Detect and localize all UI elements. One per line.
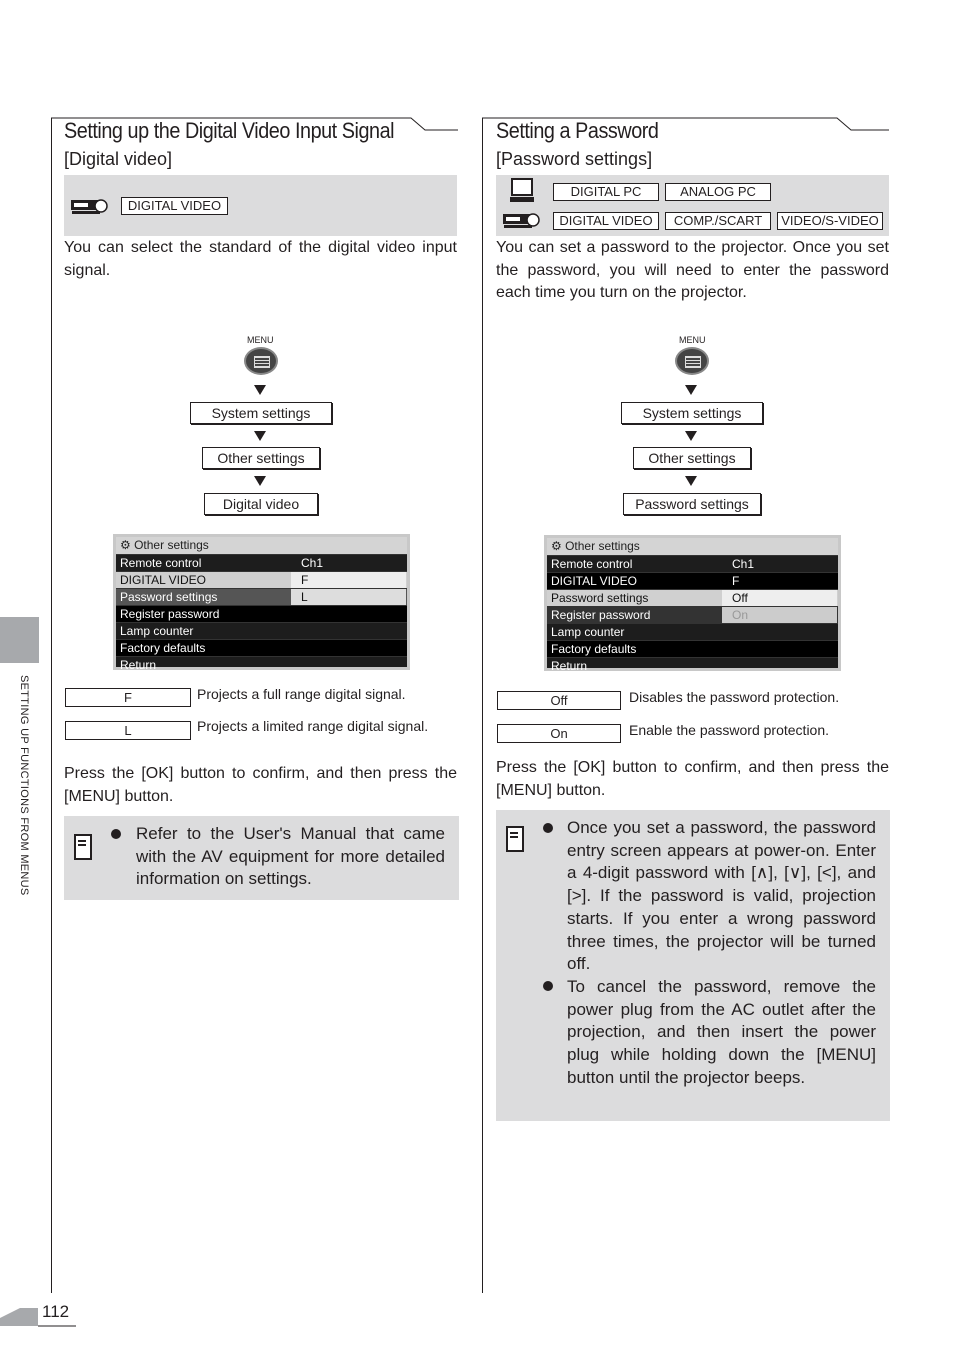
left-option-desc-l: Projects a limited range digital signal. [197,718,429,734]
page-number: 112 [42,1302,70,1321]
left-note-box [64,816,459,900]
right-flow-arrow-3 [685,476,697,486]
left-confirm-text: Press the [OK] button to confirm, and then press the [MENU] button. [64,765,457,805]
left-flow-other-settings: Other settings [202,447,320,469]
osd-row: Register password On [547,606,838,623]
left-intro: You can select the standard of the digital video input signal. [64,239,457,279]
video-device-icon [502,210,540,230]
video-device-icon [70,196,108,216]
tag-comp-scart: COMP./SCART [665,212,771,230]
left-option-key-l: L [65,721,191,740]
right-menu-button-icon [675,347,709,375]
left-menu-label: MENU [247,335,274,345]
osd-row: Lamp counter [547,623,838,640]
left-section-subtitle: [Digital video] [64,149,173,169]
bullet [111,829,121,839]
left-note-item: Refer to the User's Manual that came with the AV equipment for more detailed information on settings. [136,824,445,889]
right-osd-screenshot [544,535,841,671]
osd-row: Factory defaults [547,640,838,657]
right-option-key-on: On [497,724,621,743]
right-confirm-text: Press the [OK] button to confirm, and then press the [MENU] button. [496,759,889,799]
left-flow-digital-video: Digital video [204,493,318,515]
right-column-rule [482,118,483,1293]
right-section-title: Setting a Password [496,118,659,143]
right-note-item-2: To cancel the password, remove the power plug from the AC outlet after the projection, and then insert the power plug while holding down the [MENU] button until the projector beeps. [567,977,876,1087]
note-icon [506,826,524,852]
right-flow-system-settings: System settings [621,402,763,424]
osd-header: ⚙ Other settings [547,538,838,555]
left-flow-arrow-3 [254,476,266,486]
chapter-side-tab [0,617,39,663]
right-flow-other-settings: Other settings [633,447,751,469]
right-note-item-1: Once you set a password, the password entry screen appears at power-on. Enter a 4-digit password with [∧], [∨], [<], and [>]. If the password is valid, projection starts. If you enter a wrong password three times, the projector will be turned off. [567,818,876,974]
left-menu-button-icon [244,347,278,375]
left-flow-system-settings: System settings [190,402,332,424]
right-flow-arrow-2 [685,431,697,441]
osd-row: DIGITAL VIDEO F [116,571,407,588]
tag-digital-pc: DIGITAL PC [553,183,659,201]
tag-digital-video: DIGITAL VIDEO [121,197,228,215]
left-osd-screenshot [113,534,410,670]
osd-row: Return [116,656,407,673]
osd-row: Password settings L [116,588,407,605]
tag-analog-pc: ANALOG PC [665,183,771,201]
right-option-key-off: Off [497,691,621,710]
right-menu-label: MENU [679,335,706,345]
left-flow-arrow-2 [254,431,266,441]
osd-row: Factory defaults [116,639,407,656]
chapter-side-label: SETTING UP FUNCTIONS FROM MENUS [18,675,30,896]
osd-row: Register password [116,605,407,622]
osd-row: Return [547,657,838,674]
bullet [543,981,553,991]
right-flow-password-settings: Password settings [623,493,761,515]
left-option-key-f: F [65,688,191,707]
left-option-desc-f: Projects a full range digital signal. [197,686,406,702]
osd-row: Lamp counter [116,622,407,639]
note-icon [74,834,92,860]
right-option-desc-on: Enable the password protection. [629,722,830,738]
osd-row: Password settings Off [547,589,838,606]
right-note-box [496,810,890,1121]
tag-video-s-video: VIDEO/S-VIDEO [777,212,883,230]
osd-header: ⚙ Other settings [116,537,407,554]
right-flow-arrow-1 [685,385,697,395]
osd-row: Remote control Ch1 [116,554,407,571]
pc-monitor-icon [509,178,535,204]
bullet [543,823,553,833]
right-option-desc-off: Disables the password protection. [629,689,840,705]
osd-row: DIGITAL VIDEO F [547,572,838,589]
osd-row: Remote control Ch1 [547,555,838,572]
left-column-rule [51,118,52,1293]
right-section-subtitle: [Password settings] [496,149,653,169]
left-flow-arrow-1 [254,385,266,395]
tag-digital-video: DIGITAL VIDEO [553,212,659,230]
right-intro: You can set a password to the projector. Once you set the password, you will need to enter the password each time you turn on the projector. [496,239,889,302]
left-section-title: Setting up the Digital Video Input Signal [64,118,395,143]
